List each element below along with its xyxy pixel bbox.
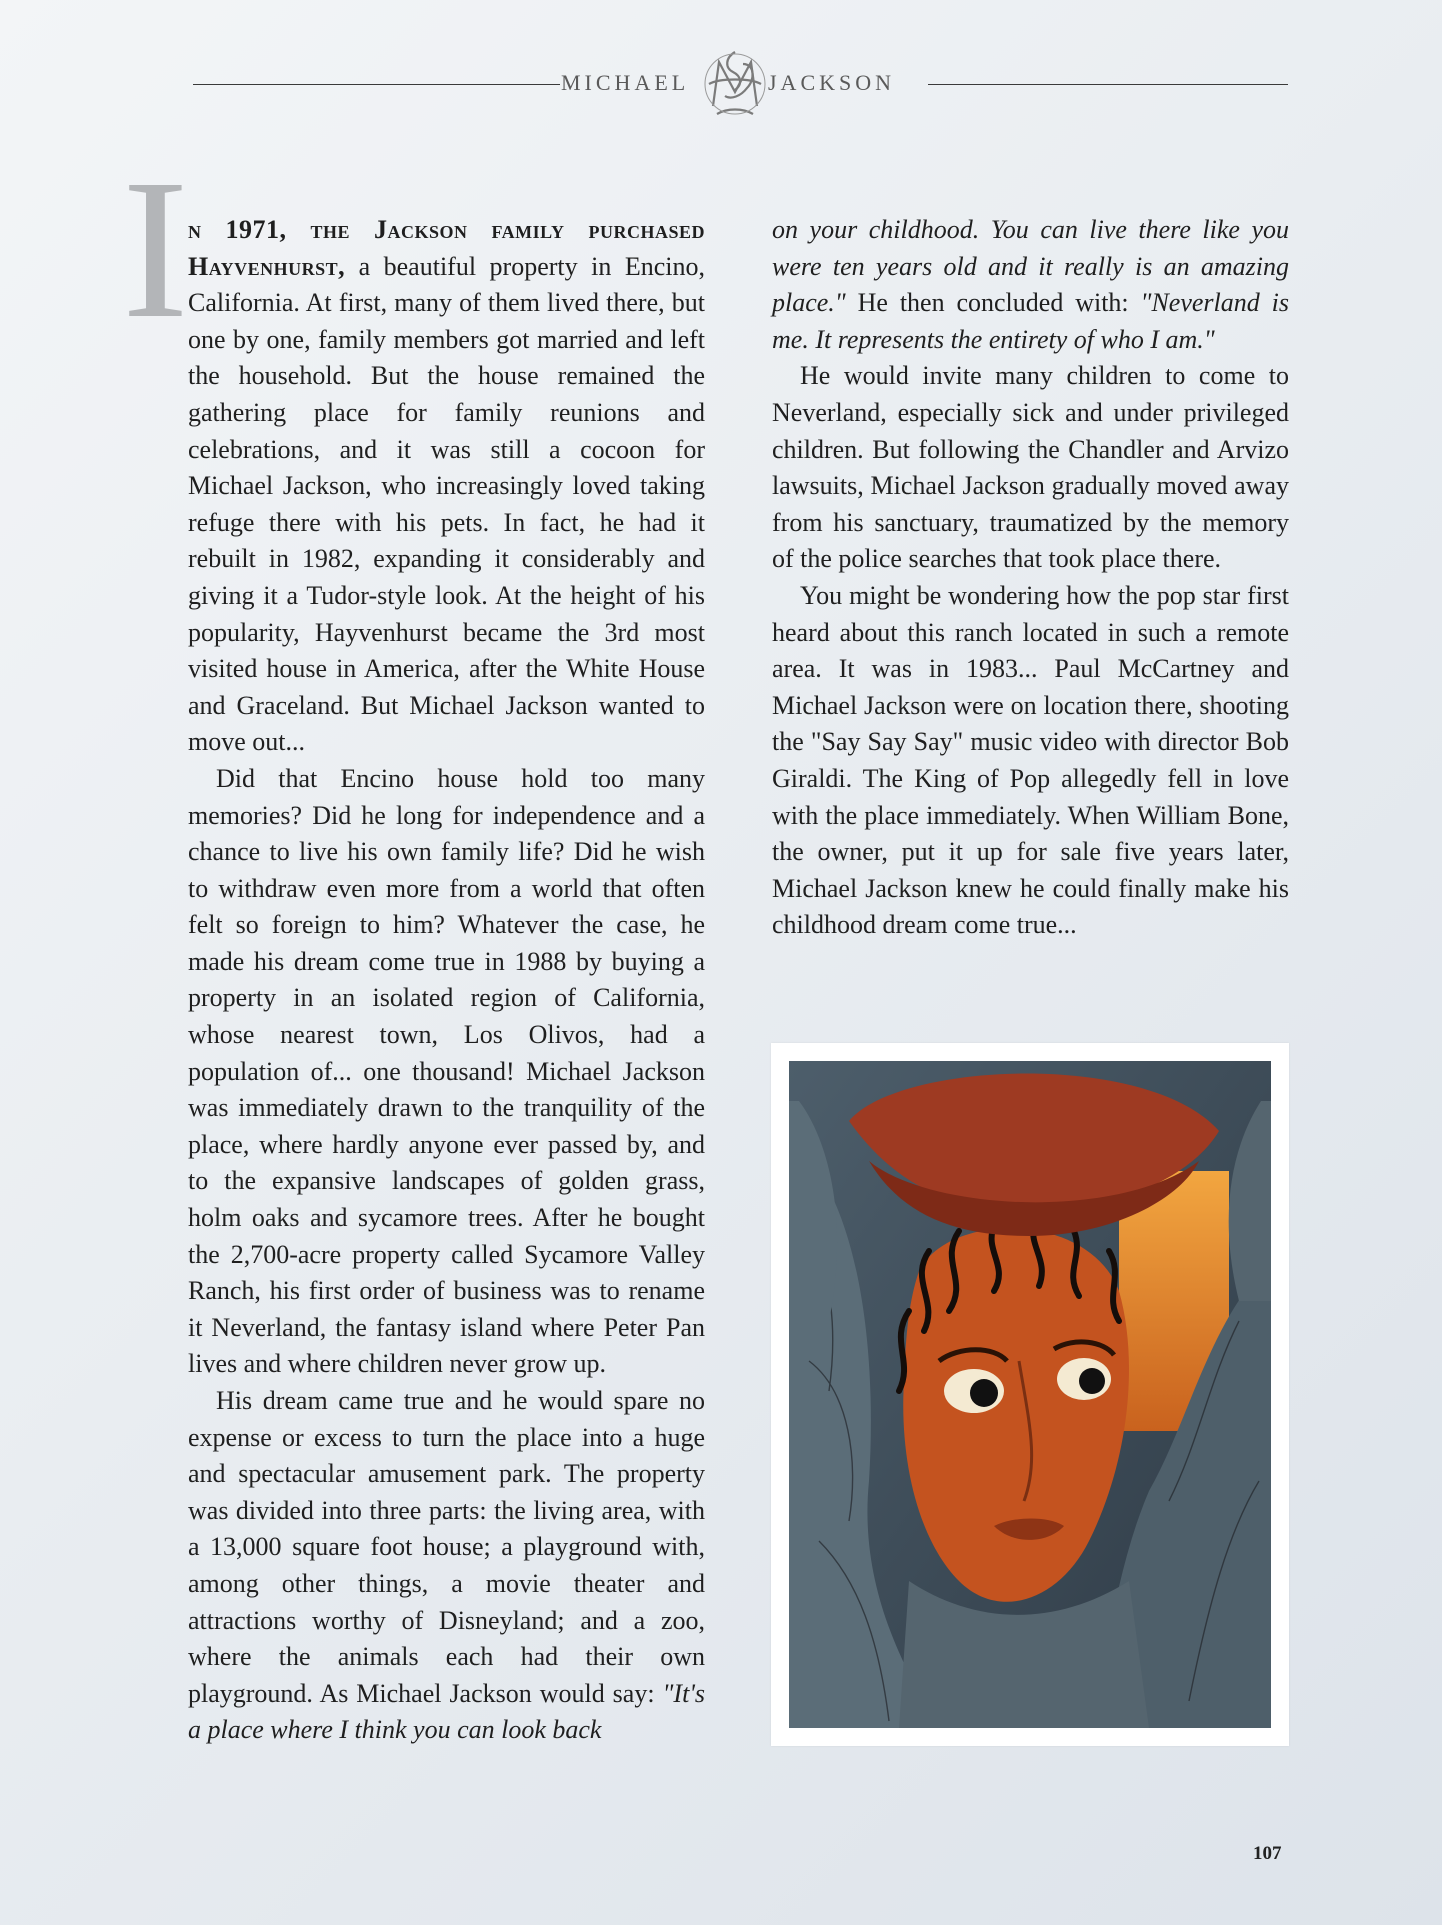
text-column-right <box>772 212 1289 944</box>
portrait-illustration <box>789 1061 1271 1728</box>
quote: "Neverland is me. It represents the entirety of who I am." <box>772 288 1289 354</box>
mj-monogram-icon <box>695 44 775 124</box>
illustration-frame <box>771 1043 1289 1746</box>
paragraph: You might be wondering how the pop star first heard about this ranch located in such a remote area. It was in 1983... Paul McCartney and Michael Jackson were on location there, shooting the "Say Say Say" music video with director Bob Giraldi. The King of Pop allegedly fell in love with the place immediately. When William Bone, the owner, put it up for sale five years later, Michael Jackson knew he could finally make his childhood dream come true... <box>772 580 1289 940</box>
page-number: 107 <box>1253 1843 1282 1864</box>
paragraph <box>188 212 705 761</box>
header-rule-right <box>928 84 1288 85</box>
lead-in: n 1971, the Jackson family purchased Hayvenhurst, <box>188 215 705 281</box>
header-word-michael: MICHAEL <box>561 70 690 95</box>
paragraph: He would invite many children to come to Neverland, especially sick and under privileged children. But following the Chandler and Arvizo lawsuits, Michael Jackson gradually moved away from his sanctuary, traumatized by the memory of the police searches that took place there. <box>772 361 1289 574</box>
drop-cap: I <box>122 139 189 360</box>
paragraph: Did that Encino house hold too many memories? Did he long for independence and a chance to live his own family life? Did he wish to withdraw even more from a world that often felt so foreign to him? Whatever the case, he made his dream come true in 1988 by buying a property in an isolated region of California, whose nearest town, Los Olivos, had a population of... one thousand! Michael Jackson was immediately drawn to the tranquility of the place, where hardly anyone ever passed by, and to the expansive landscapes of golden grass, holm oaks and sycamore trees. After he bought the 2,700-acre property called Sycamore Valley Ranch, his first order of business was to rename it Neverland, the fantasy island where Peter Pan lives and where children never grow up. <box>188 763 705 1379</box>
paragraph <box>772 212 1289 358</box>
paragraph-text: a beautiful property in Encino, California. At first, many of them lived there, but one by one, family members got married and left the household. But the house remained the gathering place for family reunions and celebrations, and it was still a cocoon for Michael Jackson, who increasingly loved taking refuge there with his pets. In fact, he had it rebuilt in 1982, expanding it considerably and giving it a Tudor-style look. At the height of his popularity, Hayvenhurst became the 3rd most visited house in America, after the White House and Graceland. But Michael Jackson wanted to move out... <box>188 251 705 757</box>
paragraph-text: He then concluded with: <box>845 288 1141 318</box>
paragraph-text: His dream came true and he would spare no expense or excess to turn the place into a huge and spectacular amusement park. The property was divided into three parts: the living area, with a 13,000 square foot house; a playground with, among other things, a movie theater and attractions worthy of Disneyland; and a zoo, where the animals each had their own playground. As Michael Jackson would say: <box>188 1386 705 1708</box>
text-column-left <box>188 212 705 1749</box>
quote: on your childhood. You can live there like you were ten years old and it really is an amazing place." <box>772 215 1289 318</box>
paragraph <box>188 1383 705 1749</box>
header-rule-left <box>193 84 560 85</box>
quote: "It's a place where I think you can look back <box>188 1678 705 1745</box>
header-word-jackson: JACKSON <box>768 70 896 95</box>
